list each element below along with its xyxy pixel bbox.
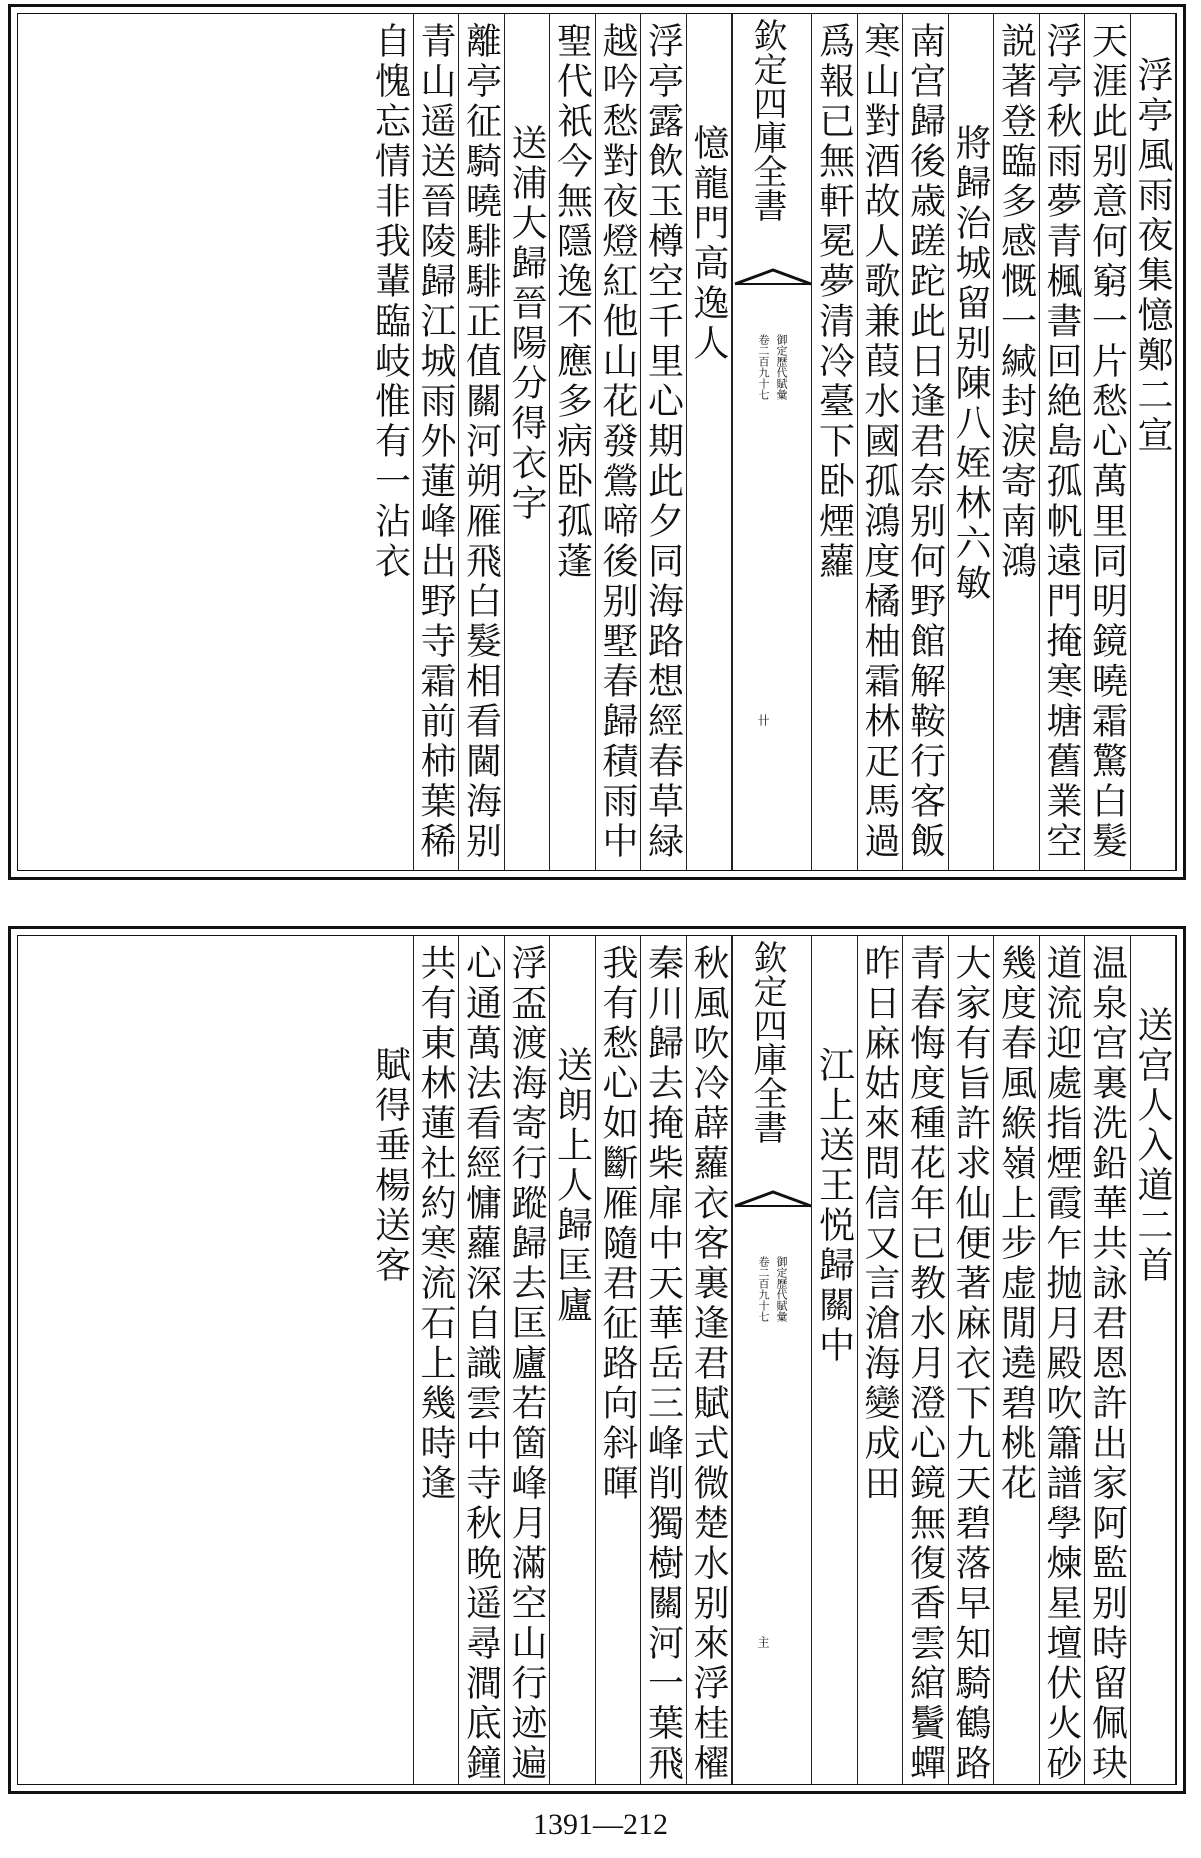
banner-title: 欽定四庫全書	[747, 18, 787, 222]
bottom-page-columns	[18, 936, 1176, 1784]
text-column: 浮亭露飲玉樽空千里心期此夕同海路想經春草緑	[641, 14, 687, 870]
page-number: 1391—212	[533, 1808, 668, 1841]
text-column: 昨日麻姑來問信又言滄海變成田	[858, 936, 904, 1784]
text-column: 聖代祇今無隱逸不應多病卧孤蓬	[550, 14, 596, 870]
fishtail-mark	[733, 1190, 813, 1208]
text-column: 南宫歸後歳蹉跎此日逢君奈别何野館解鞍行客飯	[903, 14, 949, 870]
banner-folio: 主	[756, 1636, 770, 1648]
text-column: 爲報已無軒冕夢清冷臺下卧煙蘿	[812, 14, 858, 870]
poem-title-column: 憶龍門高逸人	[687, 14, 733, 870]
text-column: 寒山對酒故人歌兼葭水國孤鴻度橘柚霜林疋馬過	[858, 14, 904, 870]
text-column: 自愧忘情非我輩臨岐惟有一沾衣	[368, 14, 414, 870]
text-column: 大家有旨許求仙便著麻衣下九天碧落早知騎鶴路	[949, 936, 995, 1784]
text-column: 天涯此别意何窮一片愁心萬里同明鏡曉霜驚白髮	[1085, 14, 1131, 870]
text-column: 浮盃渡海寄行蹤歸去匡廬若箇峰月滿空山行迹遍	[505, 936, 551, 1784]
top-page-columns	[18, 14, 1176, 870]
top-page	[8, 4, 1186, 880]
banner-sub-left: 卷二百九十七	[757, 334, 770, 400]
banner-sub-right: 御定歷代賦彙	[775, 334, 788, 400]
text-column: 共有東林蓮社約寒流石上幾時逢	[414, 936, 460, 1784]
banner-title: 欽定四庫全書	[747, 940, 787, 1144]
text-column: 我有愁心如斷雁隨君征路向斜暉	[596, 936, 642, 1784]
text-column: 浮亭秋雨夢青楓書回絶島孤帆遠門掩寒塘舊業空	[1040, 14, 1086, 870]
text-column: 秋風吹冷薜蘿衣客裏逢君賦式微楚水别來浮桂櫂	[687, 936, 733, 1784]
poem-title-column: 江上送王悦歸關中	[812, 936, 858, 1784]
banner-subtitle	[733, 334, 811, 400]
banner-folio: 卄	[756, 714, 770, 726]
banner-sub-right: 御定歷代賦彙	[775, 1256, 788, 1322]
banner-sub-left: 卷二百九十七	[757, 1256, 770, 1322]
bottom-page	[8, 926, 1186, 1794]
poem-title-column: 賦得垂楊送客	[368, 936, 414, 1784]
poem-title-column: 將歸治城留别陳八姪林六敏	[949, 14, 995, 870]
bottom-page-frame	[17, 935, 1177, 1785]
poem-title-column: 送宫人入道二首	[1131, 936, 1177, 1784]
poem-title-column: 送浦大歸晉陽分得衣字	[505, 14, 551, 870]
fishtail-mark	[733, 268, 813, 286]
text-column: 温泉宫裏洗鉛華共詠君恩許出家阿監别時留佩玦	[1085, 936, 1131, 1784]
text-column: 説著登臨多感慨一緘封淚寄南鴻	[994, 14, 1040, 870]
banner-subtitle	[733, 1256, 811, 1322]
poem-title-column: 浮亭風雨夜集憶鄭二宣	[1131, 14, 1177, 870]
text-column: 心通萬法看經慵蘿深自識雲中寺秋晩遥尋澗底鐘	[459, 936, 505, 1784]
text-column: 青山遥送晉陵歸江城雨外蓮峰出野寺霜前柿葉稀	[414, 14, 460, 870]
poem-title-column: 送朗上人歸匡廬	[550, 936, 596, 1784]
text-column: 幾度春風緱嶺上步虚閒遶碧桃花	[994, 936, 1040, 1784]
text-column: 離亭征騎曉騑騑正值關河朔雁飛白髮相看閫海别	[459, 14, 505, 870]
text-column: 秦川歸去掩柴扉中天華岳三峰削獨樹關河一葉飛	[641, 936, 687, 1784]
center-banner	[732, 936, 812, 1784]
text-column: 道流迎處指煙霞乍抛月殿吹簫譜學煉星壇伏火砂	[1040, 936, 1086, 1784]
top-page-frame	[17, 13, 1177, 871]
center-banner	[732, 14, 812, 870]
text-column: 青春悔度種花年已教水月澄心鏡無復香雲綰鬢蟬	[903, 936, 949, 1784]
text-column: 越吟愁對夜燈紅他山花發鶯啼後别墅春歸積雨中	[596, 14, 642, 870]
